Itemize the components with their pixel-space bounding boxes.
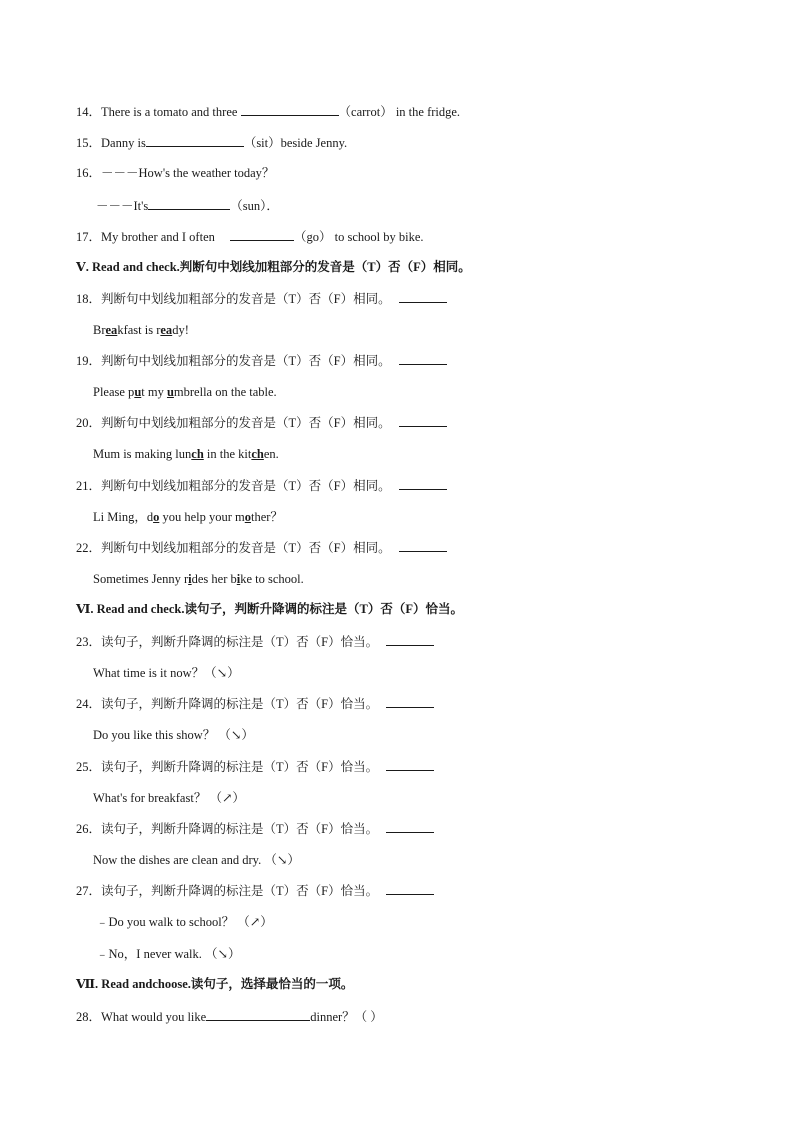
sentence-part: you help your m [159, 510, 245, 524]
instruction: 判断句中划线加粗部分的发音是（T）否（F）相同。 [101, 292, 391, 306]
question-26 [76, 820, 434, 837]
section-6-heading: Ⅵ. Read and check.读句子，判断升降调的标注是（T）否（F）恰当。 [76, 602, 463, 616]
answer-blank[interactable] [386, 820, 434, 833]
sentence-part: kfast is r [117, 323, 161, 337]
instruction: 判断句中划线加粗部分的发音是（T）否（F）相同。 [101, 541, 391, 555]
question-number: 28． [76, 1010, 102, 1024]
question-25 [76, 758, 434, 775]
sentence-27-line-2: ﹣No，I never walk. （↘） [96, 947, 241, 961]
sentence-part: Please p [93, 385, 135, 399]
instruction: 读句子，判断升降调的标注是（T）否（F）恰当。 [101, 884, 379, 898]
instruction: 判断句中划线加粗部分的发音是（T）否（F）相同。 [101, 479, 391, 493]
underlined-part: ea [105, 323, 118, 337]
question-19 [76, 352, 447, 369]
sentence-part: Li Ming，d [93, 510, 154, 524]
underlined-part: o [153, 510, 160, 524]
question-number: 25． [76, 760, 102, 774]
question-number: 21． [76, 479, 102, 493]
question-number: 19． [76, 354, 102, 368]
question-number: 20． [76, 416, 102, 430]
question-16-reply [96, 197, 279, 214]
question-number: 26． [76, 822, 102, 836]
sentence-20 [93, 446, 279, 462]
sentence-part: en. [263, 447, 279, 461]
underlined-part: i [236, 572, 241, 586]
hint-word: （go） [294, 230, 332, 244]
instruction: 判断句中划线加粗部分的发音是（T）否（F）相同。 [101, 354, 391, 368]
sentence-part: Mum is making lun [93, 447, 192, 461]
sentence-21 [93, 509, 283, 525]
answer-blank[interactable] [148, 197, 230, 210]
sentence-26: Now the dishes are clean and dry. （↘） [93, 853, 300, 867]
question-number: 27． [76, 884, 102, 898]
question-number: 15． [76, 136, 102, 150]
answer-blank[interactable] [146, 134, 244, 147]
question-text: What would you like [101, 1010, 207, 1024]
instruction: 读句子，判断升降调的标注是（T）否（F）恰当。 [101, 822, 379, 836]
question-text-end: in the fridge. [392, 105, 461, 119]
hint-word: （sun） [230, 199, 267, 213]
question-16 [76, 165, 274, 181]
sentence-18 [93, 322, 189, 338]
question-number: 17． [76, 230, 102, 244]
punctuation: ． [266, 199, 279, 213]
section-7-heading: Ⅶ. Read andchoose.读句子，选择最恰当的一项。 [76, 977, 354, 991]
question-17 [76, 228, 424, 245]
question-number: 23． [76, 635, 102, 649]
question-number: 16． [76, 166, 102, 180]
sentence-part: dy! [172, 323, 189, 337]
question-18 [76, 290, 447, 307]
sentence-19 [93, 384, 277, 400]
question-number: 18． [76, 292, 102, 306]
sentence-part: Br [93, 323, 106, 337]
question-number: 22． [76, 541, 102, 555]
sentence-23: What time is it now？（↘） [93, 666, 240, 680]
instruction: 读句子，判断升降调的标注是（T）否（F）恰当。 [101, 635, 379, 649]
dialogue-line: －－－How's the weather today？ [101, 166, 275, 180]
question-28 [76, 1008, 383, 1025]
sentence-24: Do you like this show？ （↘） [93, 728, 254, 742]
answer-blank[interactable] [230, 228, 294, 241]
underlined-part: o [244, 510, 251, 524]
answer-blank[interactable] [386, 882, 434, 895]
question-text-end: to school by bike. [331, 230, 424, 244]
answer-blank[interactable] [241, 103, 339, 116]
question-20 [76, 414, 447, 431]
underlined-part: u [166, 385, 174, 399]
answer-blank[interactable] [399, 414, 447, 427]
sentence-25: What's for breakfast？ （↗） [93, 791, 245, 805]
question-text-end: beside Jenny. [280, 136, 348, 150]
instruction: 判断句中划线加粗部分的发音是（T）否（F）相同。 [101, 416, 391, 430]
hint-word: （carrot） [338, 105, 393, 119]
question-23 [76, 633, 434, 650]
question-number: 14． [76, 105, 102, 119]
sentence-part: mbrella on the table. [173, 385, 277, 399]
instruction: 读句子，判断升降调的标注是（T）否（F）恰当。 [101, 760, 379, 774]
question-15 [76, 134, 347, 151]
question-14 [76, 103, 460, 120]
underlined-part: u [134, 385, 142, 399]
answer-blank[interactable] [399, 477, 447, 490]
answer-blank[interactable] [386, 758, 434, 771]
question-21 [76, 477, 447, 494]
answer-blank[interactable] [399, 352, 447, 365]
question-text: Danny is [101, 136, 146, 150]
sentence-27-line-1: ﹣Do you walk to school？ （↗） [96, 915, 273, 929]
hint-word: （sit） [243, 136, 281, 150]
underlined-part: ea [160, 323, 173, 337]
underlined-part: ch [191, 447, 204, 461]
dialogue-line: －－－It's [96, 199, 149, 213]
sentence-part: in the kit [203, 447, 252, 461]
question-number: 24． [76, 697, 102, 711]
question-text-end: dinner？（ ） [310, 1010, 383, 1024]
question-text: There is a tomato and three [101, 105, 241, 119]
sentence-part: ther？ [251, 510, 283, 524]
sentence-part: ke to school. [240, 572, 304, 586]
question-text: My brother and I often [101, 230, 218, 244]
sentence-22 [93, 571, 304, 587]
instruction: 读句子，判断升降调的标注是（T）否（F）恰当。 [101, 697, 379, 711]
question-27 [76, 882, 434, 899]
underlined-part: i [188, 572, 192, 586]
section-5-heading: Ⅴ. Read and check.判断句中划线加粗部分的发音是（T）否（F）相同。 [76, 260, 471, 274]
sentence-part: t my [141, 385, 167, 399]
sentence-part: des her b [191, 572, 237, 586]
underlined-part: ch [251, 447, 264, 461]
answer-blank[interactable] [399, 539, 447, 552]
answer-blank[interactable] [206, 1008, 310, 1021]
question-22 [76, 539, 447, 556]
answer-blank[interactable] [386, 633, 434, 646]
sentence-part: Sometimes Jenny r [93, 572, 189, 586]
answer-blank[interactable] [399, 290, 447, 303]
question-24 [76, 695, 434, 712]
answer-blank[interactable] [386, 695, 434, 708]
